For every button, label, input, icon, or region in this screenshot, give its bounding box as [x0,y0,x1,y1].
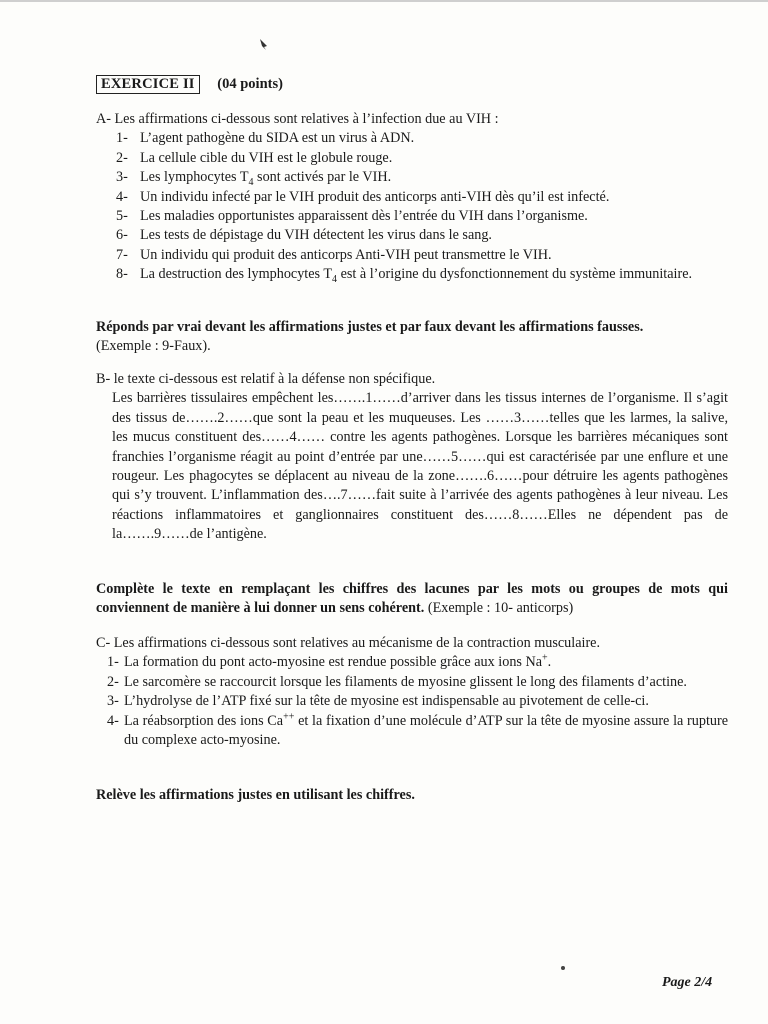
instruction-text: Complète le texte en remplaçant les chiffres des lacunes par les mots ou groupes de mots qui conviennent de manière à lui donner un sens cohérent. [96,581,728,617]
item-number: 5- [116,208,128,225]
item-text: Les lymphocytes T [140,169,249,186]
list-item [96,226,728,245]
list-item [96,692,728,711]
item-number: 4- [107,712,119,729]
item-text: Les maladies opportunistes apparaissent dès l’entrée du VIH dans l’organisme. [140,208,588,225]
list-item [96,149,728,168]
item-number: 7- [116,246,128,263]
item-text: La cellule cible du VIH est le globule rouge. [140,149,393,166]
item-text: L’agent pathogène du SIDA est un virus à ADN. [140,130,415,147]
section-b [96,370,728,545]
list-item [96,653,728,672]
subscript: 4 [248,177,254,189]
list-item [96,168,728,187]
section-a-instruction [96,318,728,357]
item-number: 8- [116,266,128,283]
item-text-end: sont activés par le VIH. [253,169,392,186]
item-text: L’hydrolyse de l’ATP fixé sur la tête de myosine est indispensable au pivotement de celle-ci. [124,693,649,710]
exercise-label: EXERCICE II [96,75,200,94]
item-number: 3- [116,169,128,186]
list-item [96,673,728,692]
list-item [96,207,728,226]
item-text: Un individu infecté par le VIH produit des anticorps anti-VIH dès qu’il est infecté. [140,188,610,205]
section-c-instruction [96,786,728,805]
item-number: 2- [107,673,119,690]
item-text: Les tests de dépistage du VIH détectent les virus dans le sang. [140,227,492,244]
exercise-header [96,75,283,94]
scan-edge-line [0,0,768,2]
scan-mark-icon [258,38,270,50]
item-number: 2- [116,149,128,166]
section-b-paragraph: Les barrières tissulaires empêchent les…….1……d’arriver dans les tissus internes de l’organisme. Il s’agit des tissus de…….2……que sont la peau et les muqueuses. Les ……3……telles que les larmes, la salive, les mucus constituent des……4…… contre les agents pathogènes. Lorsque les barrières mécaniques sont franchies l’organisme réagit au point d’entrée par une……5……qui est caractérisée par une enflure et une rougeur. Les phagocytes se déplacent au niveau de la zone…….6……pour détruire les agents pathogènes qui s’y trouvent. L’inflammation des….7……fait suite à l’arrivée des agents pathogènes à leur niveau. Les réactions inflammatoires et ganglionnaires constituent des……8……Elles ne dépendent pas de la…….9……de l’antigène. [112,390,728,543]
instruction-text: Relève les affirmations justes en utilisant les chiffres. [96,787,415,803]
item-text: La réabsorption des ions Ca [124,712,284,729]
item-text: Le sarcomère se raccourcit lorsque les filaments de myosine glissent le long des filaments d’actine. [124,673,687,690]
item-text-end: et la fixation d’une molécule d’ATP sur la tête de myosine assure la rupture du complexe acto-myosine. [124,712,728,749]
item-text: La destruction des lymphocytes T [140,266,333,283]
superscript: ++ [283,710,295,722]
instruction-example: (Exemple : 10- anticorps) [427,600,574,617]
item-text: Un individu qui produit des anticorps Anti-VIH peut transmettre le VIH. [140,246,552,263]
exercise-points: (04 points) [217,76,283,92]
section-b-intro: B- le texte ci-dessous est relatif à la défense non spécifique. [96,371,436,387]
section-c-intro: C- Les affirmations ci-dessous sont relatives au mécanisme de la contraction musculaire. [96,635,601,651]
item-text: La formation du pont acto-myosine est rendue possible grâce aux ions Na [124,654,543,671]
instruction-text: Réponds par vrai devant les affirmations justes et par faux devant les affirmations fausses. [96,319,644,335]
section-a-list [96,129,728,284]
scan-speck [561,966,565,970]
section-c [96,634,728,750]
page-number: Page 2/4 [662,975,713,990]
item-number: 1- [116,130,128,147]
item-text-end: est à l’origine du dysfonctionnement du système immunitaire. [337,266,693,283]
subscript: 4 [332,274,338,286]
item-number: 3- [107,693,119,710]
section-a-intro: A- Les affirmations ci-dessous sont relatives à l’infection due au VIH : [96,111,499,127]
item-text-end: . [547,654,552,671]
list-item [96,129,728,148]
list-item [96,712,728,751]
list-item [96,246,728,265]
item-number: 4- [116,188,128,205]
list-item [96,188,728,207]
list-item [96,265,728,284]
instruction-example: (Exemple : 9-Faux). [96,338,211,355]
section-b-instruction [96,580,728,619]
section-c-list [96,653,728,750]
item-number: 1- [107,654,119,671]
item-number: 6- [116,227,128,244]
superscript: + [542,652,548,664]
section-a [96,110,728,285]
